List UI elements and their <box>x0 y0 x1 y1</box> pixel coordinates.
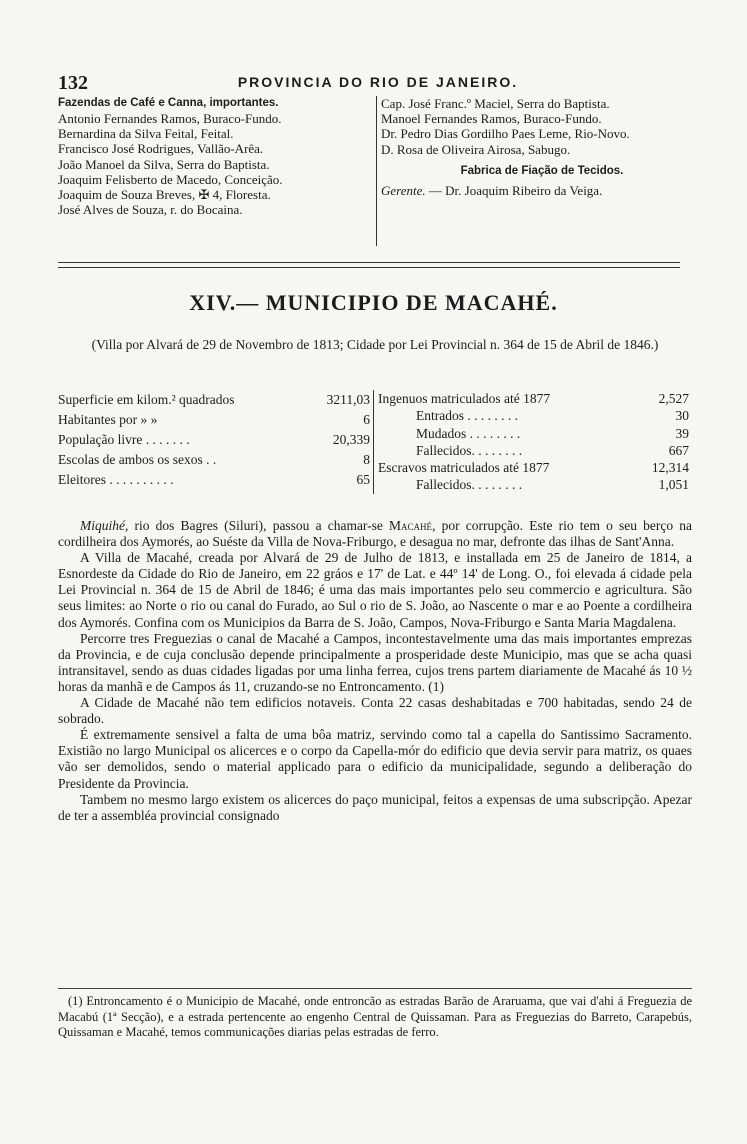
footnote-divider <box>58 988 692 989</box>
stat-value: 65 <box>356 472 370 487</box>
stat-label: Fallecidos. . . . . . . . <box>416 477 523 493</box>
paragraph-lead: Miquihé <box>80 518 125 533</box>
manager-name: — Dr. Joaquim Ribeiro da Veiga. <box>428 182 603 198</box>
list-item: José Alves de Souza, r. do Bocaina. <box>58 202 243 218</box>
stat-label: Fallecidos. . . . . . . . <box>416 442 523 458</box>
table-row <box>374 425 693 442</box>
table-row <box>58 390 372 410</box>
table-row <box>374 442 693 459</box>
directory-listing <box>58 96 698 256</box>
list-item: Francisco José Rodrigues, Vallão-Arêa. <box>58 141 264 157</box>
paragraph-smallcaps: Macahé <box>389 518 433 533</box>
list-item: Dr. Pedro Dias Gordilho Paes Leme, Rio-Novo. <box>381 126 630 142</box>
list-item: Antonio Fernandes Ramos, Buraco-Fundo. <box>58 111 282 126</box>
running-title: PROVINCIA DO RIO DE JANEIRO. <box>237 74 519 90</box>
table-row <box>374 390 693 407</box>
section-heading-fabrica: Fabrica de Fiação de Tecidos. <box>460 164 624 177</box>
paragraph-text: , por corrupção. Este rio tem o seu berço na cordilheira dos Aymorés, ao Suéste da Villa de Nova-Friburgo, e desagua no mar, defronte das ilhas de Sant'Anna. <box>58 518 692 550</box>
paragraph: A Villa de Macahé, creada por Alvará de 29 de Julho de 1813, e installada em 25 de Janeiro de 1814, a Esnordeste da Cidade do Rio de Janeiro, em 22 gráos e 17' de Lat. e 44º 14' de Long. O., foi elevada á cidade pela Lei Provincial n. 364 de 15 de Abril de 1846; é uma das mais importantes pelo seu commercio e agricultura. São seus limites: ao Norte o rio ou canal do Furado, ao Sul o rio de S. João, ao Nascente o mar e ao Poente a cordilheira dos Aymorés. Confina com os Municipios da Barra de S. João, Campos, Nova-Friburgo e Santa Maria Magdalena. <box>58 550 692 630</box>
stat-label: Escolas de ambos os sexos . . <box>58 452 217 467</box>
stat-value: 30 <box>675 408 689 424</box>
paragraph <box>58 518 692 550</box>
stat-value: 8 <box>363 452 370 467</box>
stat-value: 12,314 <box>651 460 689 476</box>
directory-right-column <box>376 96 703 246</box>
divider <box>58 262 680 263</box>
stat-label: Habitantes por » » <box>58 412 158 427</box>
paragraph: A Cidade de Macahé não tem edificios notaveis. Conta 22 casas deshabitadas e 700 habitadas, sendo 24 de sobrado. <box>58 695 692 727</box>
manager-label: Gerente. <box>381 182 426 198</box>
stat-label: População livre . . . . . . . <box>58 432 190 447</box>
stat-label: Eleitores . . . . . . . . . . <box>58 472 174 487</box>
stat-value: 1,051 <box>658 477 689 493</box>
manager-line <box>381 183 703 198</box>
section-heading-fazendas: Fazendas de Café e Canna, importantes. <box>58 97 279 109</box>
statistics-left <box>58 390 372 490</box>
statistics-right <box>373 390 693 494</box>
stat-value: 667 <box>668 442 689 458</box>
directory-left-column <box>58 96 370 217</box>
table-row <box>58 450 372 470</box>
footnote: (1) Entroncamento é o Municipio de Macahé, onde entroncão as estradas Barão de Araruama, que vai d'ahi á Freguezia de Macabú (1ª Secção), e a estrada pertencente ao engenho Central de Quissaman. Para as Freguezias do Barreto, Carapebús, Quissaman e Macahé, temos communicações diarias pelas estradas de ferro. <box>58 994 692 1039</box>
paragraph: Tambem no mesmo largo existem os alicerces do paço municipal, feitos a expensas de uma subscripção. Apezar de ter a assembléa provincial consignado <box>58 791 692 823</box>
paragraph: Percorre tres Freguezias o canal de Macahé a Campos, incontestavelmente uma das mais importantes emprezas da Provincia, e de cuja conclusão depende principalmente a prosperidade deste Municipio, mas que se acha quasi intransitavel, sendo as duas cidades ligadas por uma linha ferrea, cujos trens partem diariamente de Macahé ás 10 ½ horas da manhã e de Campos ás 11, cruzando-se no Entroncamento. (1) <box>58 630 692 694</box>
table-row <box>58 430 372 450</box>
body-text <box>58 518 692 824</box>
chapter-subtitle: (Villa por Alvará de 29 de Novembro de 1813; Cidade por Lei Provincial n. 364 de 15 de Abril de 1846.) <box>91 337 659 352</box>
paragraph-text: , rio dos Bagres (Siluri), passou a chamar-se <box>125 518 390 533</box>
paragraph: É extremamente sensivel a falta de uma bôa matriz, servindo como tal a capella do Santissimo Sacramento. Existião no largo Municipal os alicerces e o corpo da Capella-mór do edificio que devia servir para matriz, os quaes vão ser demolidos, sendo o material applicado para o edificio da municipalidade, segundo a deliberação do Presidente da Provincia. <box>58 727 692 791</box>
stat-value: 6 <box>363 412 370 427</box>
stat-label: Mudados . . . . . . . . <box>416 425 521 441</box>
list-item: João Manoel da Silva, Serra do Baptista. <box>58 156 270 172</box>
table-row <box>58 410 372 430</box>
statistics-table <box>58 390 692 500</box>
stat-value: 2,527 <box>658 391 689 406</box>
chapter-title: XIV.— MUNICIPIO DE MACAHÉ. <box>189 290 558 315</box>
stat-value: 39 <box>675 425 689 441</box>
list-item: Joaquim de Souza Breves, ✠ 4, Floresta. <box>58 187 271 203</box>
stat-value: 20,339 <box>332 432 370 447</box>
divider <box>58 267 680 268</box>
table-row <box>374 407 693 424</box>
table-row <box>374 459 693 476</box>
page-number: 132 <box>58 72 88 94</box>
list-item: Bernardina da Silva Feital, Feital. <box>58 126 234 142</box>
running-head <box>58 72 698 94</box>
list-item: Cap. José Franc.º Maciel, Serra do Baptista. <box>381 96 610 111</box>
stat-label: Ingenuos matriculados até 1877 <box>378 391 551 406</box>
list-item: D. Rosa de Oliveira Airosa, Sabugo. <box>381 141 571 157</box>
stat-label: Escravos matriculados até 1877 <box>378 460 550 476</box>
list-item: Joaquim Felisberto de Macedo, Conceição. <box>58 171 283 187</box>
stat-label: Entrados . . . . . . . . <box>416 408 518 424</box>
stat-label: Superficie em kilom.² quadrados <box>58 392 235 407</box>
table-row <box>374 476 693 493</box>
list-item: Manoel Fernandes Ramos, Buraco-Fundo. <box>381 111 602 127</box>
table-row <box>58 470 372 490</box>
stat-value: 3211,03 <box>326 392 370 407</box>
